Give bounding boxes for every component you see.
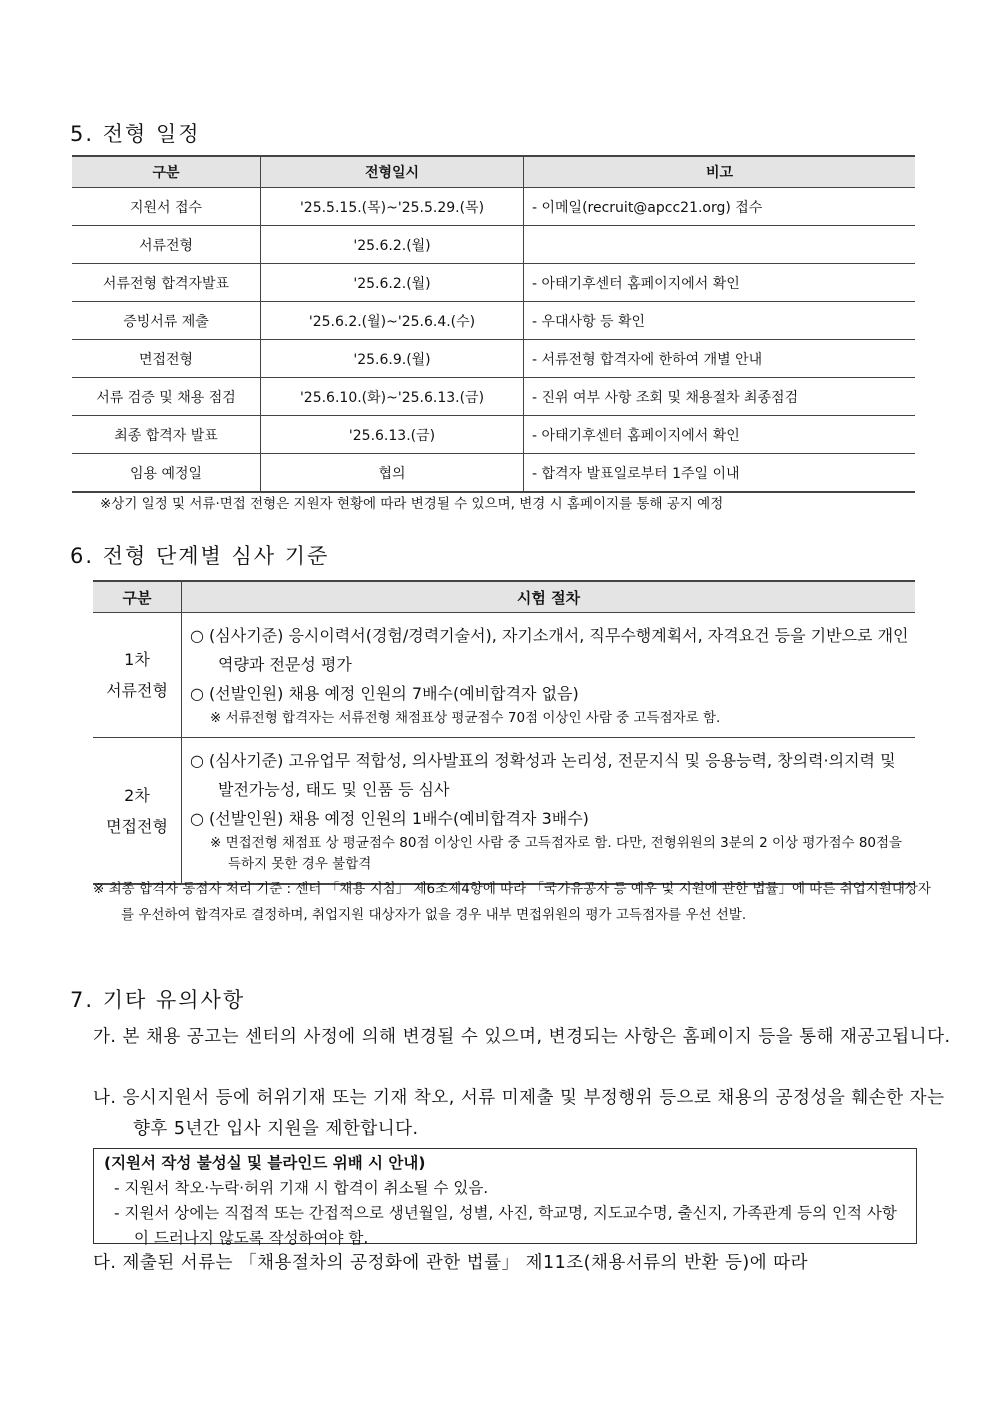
stage2-name: 면접전형: [106, 816, 168, 836]
stage1-name: 서류전형: [106, 681, 168, 700]
stage2-category: [93, 738, 182, 885]
stage2-procedure: [182, 738, 916, 885]
schedule-cell-category: 서류전형 합격자발표: [72, 264, 261, 302]
blind-guidance-box: [93, 1148, 917, 1247]
stage1-procedure: [182, 613, 916, 738]
section6-title: 6. 전형 단계별 심사 기준: [70, 544, 330, 568]
schedule-cell-remarks: - 서류전형 합격자에 한하여 개별 안내: [524, 340, 916, 378]
blind-guidance-item: - 지원서 착오·누락·허위 기재 시 합격이 취소될 수 있음.: [114, 1179, 489, 1197]
schedule-note: ※상기 일정 및 서류·면접 전형은 지원자 현황에 따라 변경될 수 있으며, 변경 시 홈페이지를 통해 공지 예정: [100, 496, 724, 512]
schedule-cell-category: 증빙서류 제출: [72, 302, 261, 340]
schedule-cell-date: 협의: [261, 454, 524, 493]
criteria-table: [93, 580, 915, 885]
criteria-header-procedure: 시험 절차: [182, 581, 916, 613]
table-row: [72, 188, 915, 226]
schedule-cell-category: 서류전형: [72, 226, 261, 264]
notice-ga: 가. 본 채용 공고는 센터의 사정에 의해 변경될 수 있으며, 변경되는 사항은 홈페이지 등을 통해 재공고됩니다.: [93, 1027, 951, 1047]
schedule-cell-date: '25.6.2.(월)~'25.6.4.(수): [261, 302, 524, 340]
schedule-header-row: [72, 156, 915, 188]
schedule-cell-date: '25.6.13.(금): [261, 416, 524, 454]
schedule-table: [72, 155, 915, 493]
table-row: [72, 302, 915, 340]
schedule-header-date: 전형일시: [261, 156, 524, 188]
schedule-cell-remarks: - 아태기후센터 홈페이지에서 확인: [524, 416, 916, 454]
stage2-number: 2차: [124, 785, 150, 805]
stage1-selection: ○ (선발인원) 채용 예정 인원의 7배수(예비합격자 없음): [190, 684, 579, 703]
section5-title: 5. 전형 일정: [70, 122, 201, 146]
schedule-cell-remarks: - 아태기후센터 홈페이지에서 확인: [524, 264, 916, 302]
schedule-header-category: 구분: [72, 156, 261, 188]
schedule-cell-remarks: - 우대사항 등 확인: [524, 302, 916, 340]
table-row: [93, 613, 915, 738]
schedule-cell-date: '25.6.9.(월): [261, 340, 524, 378]
schedule-cell-remarks: - 이메일(recruit@apcc21.org) 접수: [524, 188, 916, 226]
criteria-header-category: 구분: [93, 581, 182, 613]
table-row: [72, 378, 915, 416]
schedule-cell-category: 최종 합격자 발표: [72, 416, 261, 454]
blind-guidance-item: - 지원서 상에는 직접적 또는 간접적으로 생년월일, 성별, 사진, 학교명, 지도교수명, 출신지, 가족관계 등의 인적 사항이 드러나지 않도록 작성하여야 함.: [114, 1204, 897, 1247]
stage2-note: ※ 면접전형 채점표 상 평균점수 80점 이상인 사람 중 고득점자로 함. 다만, 전형위원의 3분의 2 이상 평가점수 80점을 득하지 못한 경우 불합격: [210, 835, 903, 872]
table-row: [72, 264, 915, 302]
criteria-header-row: [93, 581, 915, 613]
stage1-criteria: ○ (심사기준) 응시이력서(경험/경력기술서), 자기소개서, 직무수행계획서, 자격요건 등을 기반으로 개인 역량과 전문성 평가: [190, 626, 909, 674]
schedule-cell-category: 면접전형: [72, 340, 261, 378]
table-row: [72, 454, 915, 493]
stage1-number: 1차: [124, 650, 150, 669]
schedule-cell-date: '25.6.2.(월): [261, 226, 524, 264]
table-row: [72, 416, 915, 454]
stage1-category: [93, 613, 182, 738]
blind-guidance-title: (지원서 작성 불성실 및 블라인드 위배 시 안내): [104, 1154, 426, 1172]
schedule-cell-date: '25.6.2.(월): [261, 264, 524, 302]
schedule-cell-category: 지원서 접수: [72, 188, 261, 226]
notice-da: 다. 제출된 서류는 「채용절차의 공정화에 관한 법률」 제11조(채용서류의 반환 등)에 따라: [93, 1253, 808, 1273]
schedule-cell-remarks: - 진위 여부 사항 조회 및 채용절차 최종점검: [524, 378, 916, 416]
notice-na: 나. 응시지원서 등에 허위기재 또는 기재 착오, 서류 미제출 및 부정행위 등으로 채용의 공정성을 훼손한 자는 향후 5년간 입사 지원을 제한합니다.: [93, 1088, 945, 1139]
schedule-cell-remarks: [524, 226, 916, 264]
stage2-selection: ○ (선발인원) 채용 예정 인원의 1배수(예비합격자 3배수): [190, 809, 589, 828]
schedule-cell-category: 서류 검증 및 채용 점검: [72, 378, 261, 416]
tie-break-note: ※ 최종 합격자 동점자 처리 기준 : 센터 「채용 지침」 제6조제4항에 따라 「국가유공자 등 예우 및 지원에 관한 법률」에 따른 취업지원대상자 를 우선하여 합격자로 결정하며, 취업지원 대상자가 없을 경우 내부 면접위원의 평가 고득점자를 우선 선발.: [93, 881, 931, 923]
schedule-cell-date: '25.6.10.(화)~'25.6.13.(금): [261, 378, 524, 416]
schedule-header-remarks: 비고: [524, 156, 916, 188]
table-row: [72, 340, 915, 378]
table-row: [93, 738, 915, 885]
stage1-note: ※ 서류전형 합격자는 서류전형 채점표상 평균점수 70점 이상인 사람 중 고득점자로 함.: [210, 710, 721, 726]
schedule-cell-remarks: - 합격자 발표일로부터 1주일 이내: [524, 454, 916, 493]
schedule-cell-category: 임용 예정일: [72, 454, 261, 493]
schedule-cell-date: '25.5.15.(목)~'25.5.29.(목): [261, 188, 524, 226]
table-row: [72, 226, 915, 264]
stage2-criteria: ○ (심사기준) 고유업무 적합성, 의사발표의 정확성과 논리성, 전문지식 및 응용능력, 창의력·의지력 및 발전가능성, 태도 및 인품 등 심사: [190, 751, 896, 799]
section7-title: 7. 기타 유의사항: [70, 988, 246, 1012]
